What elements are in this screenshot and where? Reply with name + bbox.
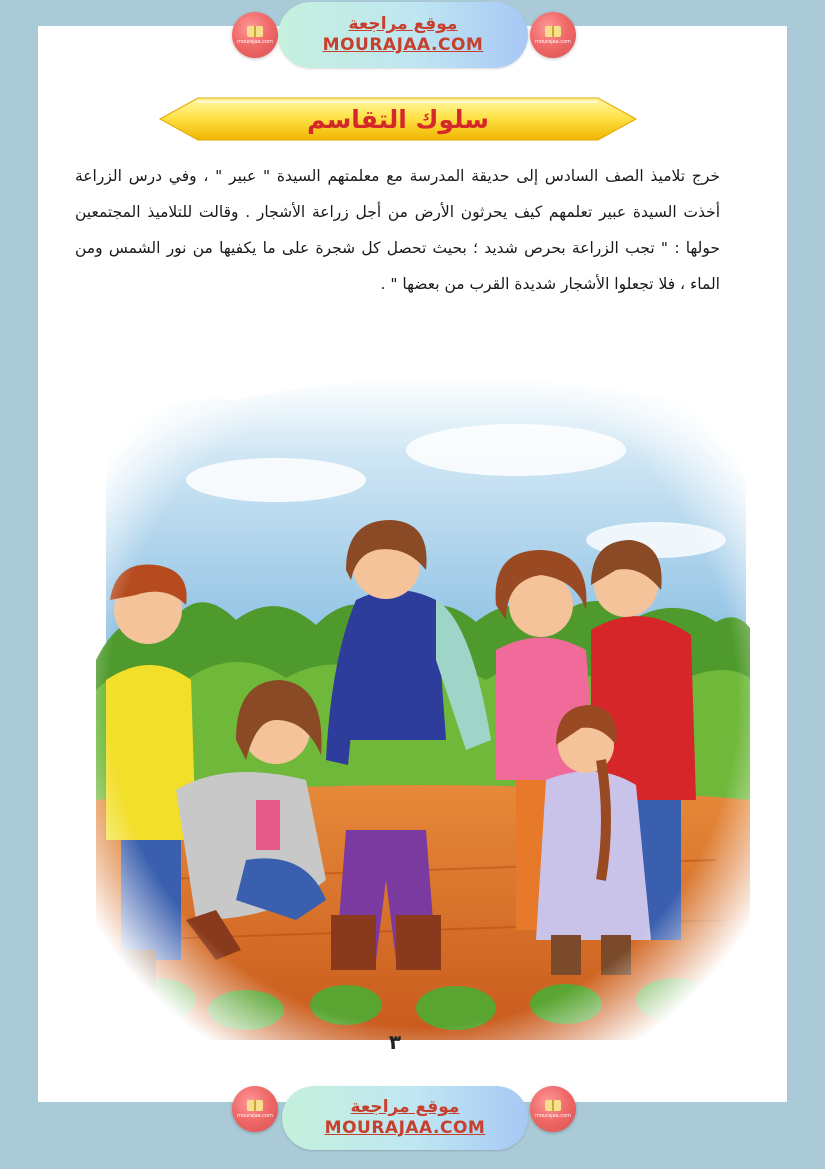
site-logo-left-top[interactable]: mourajaa.com: [232, 12, 278, 58]
site-banner-bottom[interactable]: [282, 1086, 528, 1150]
book-icon: [247, 26, 263, 37]
book-icon: [545, 1100, 561, 1111]
page-number: ٣: [388, 1030, 402, 1054]
site-banner-top[interactable]: [278, 2, 528, 68]
book-icon: [247, 1100, 263, 1111]
title-ribbon: [158, 94, 638, 144]
site-logo-right-top[interactable]: mourajaa.com: [530, 12, 576, 58]
lesson-title: سلوك التقاسم: [307, 104, 489, 134]
story-paragraph: خرج تلاميذ الصف السادس إلى حديقة المدرسة مع معلمتهم السيدة " عبير " ، وفي درس الزراعة أخذت السيدة عبير تعلمهم كيف يحرثون الأرض من أجل زراعة الأشجار . وقالت للتلاميذ المجتمعين حولها : " تجب الزراعة بحرص شديد ؛ بحيث تحصل كل شجرة على ما يكفيها من نور الشمس ومن الماء ، فلا تجعلوا الأشجار شديدة القرب من بعضها " .: [75, 167, 720, 293]
site-url[interactable]: MOURAJAA.COM: [324, 1118, 486, 1138]
site-logo-right-bottom[interactable]: mourajaa.com: [530, 1086, 576, 1132]
site-url[interactable]: MOURAJAA.COM: [322, 35, 484, 55]
book-icon: [545, 26, 561, 37]
children-gardening-illustration: [96, 360, 750, 1040]
site-name-arabic[interactable]: موقع مراجعة: [350, 1097, 460, 1117]
site-logo-left-bottom[interactable]: mourajaa.com: [232, 1086, 278, 1132]
site-name-arabic[interactable]: موقع مراجعة: [348, 14, 458, 34]
